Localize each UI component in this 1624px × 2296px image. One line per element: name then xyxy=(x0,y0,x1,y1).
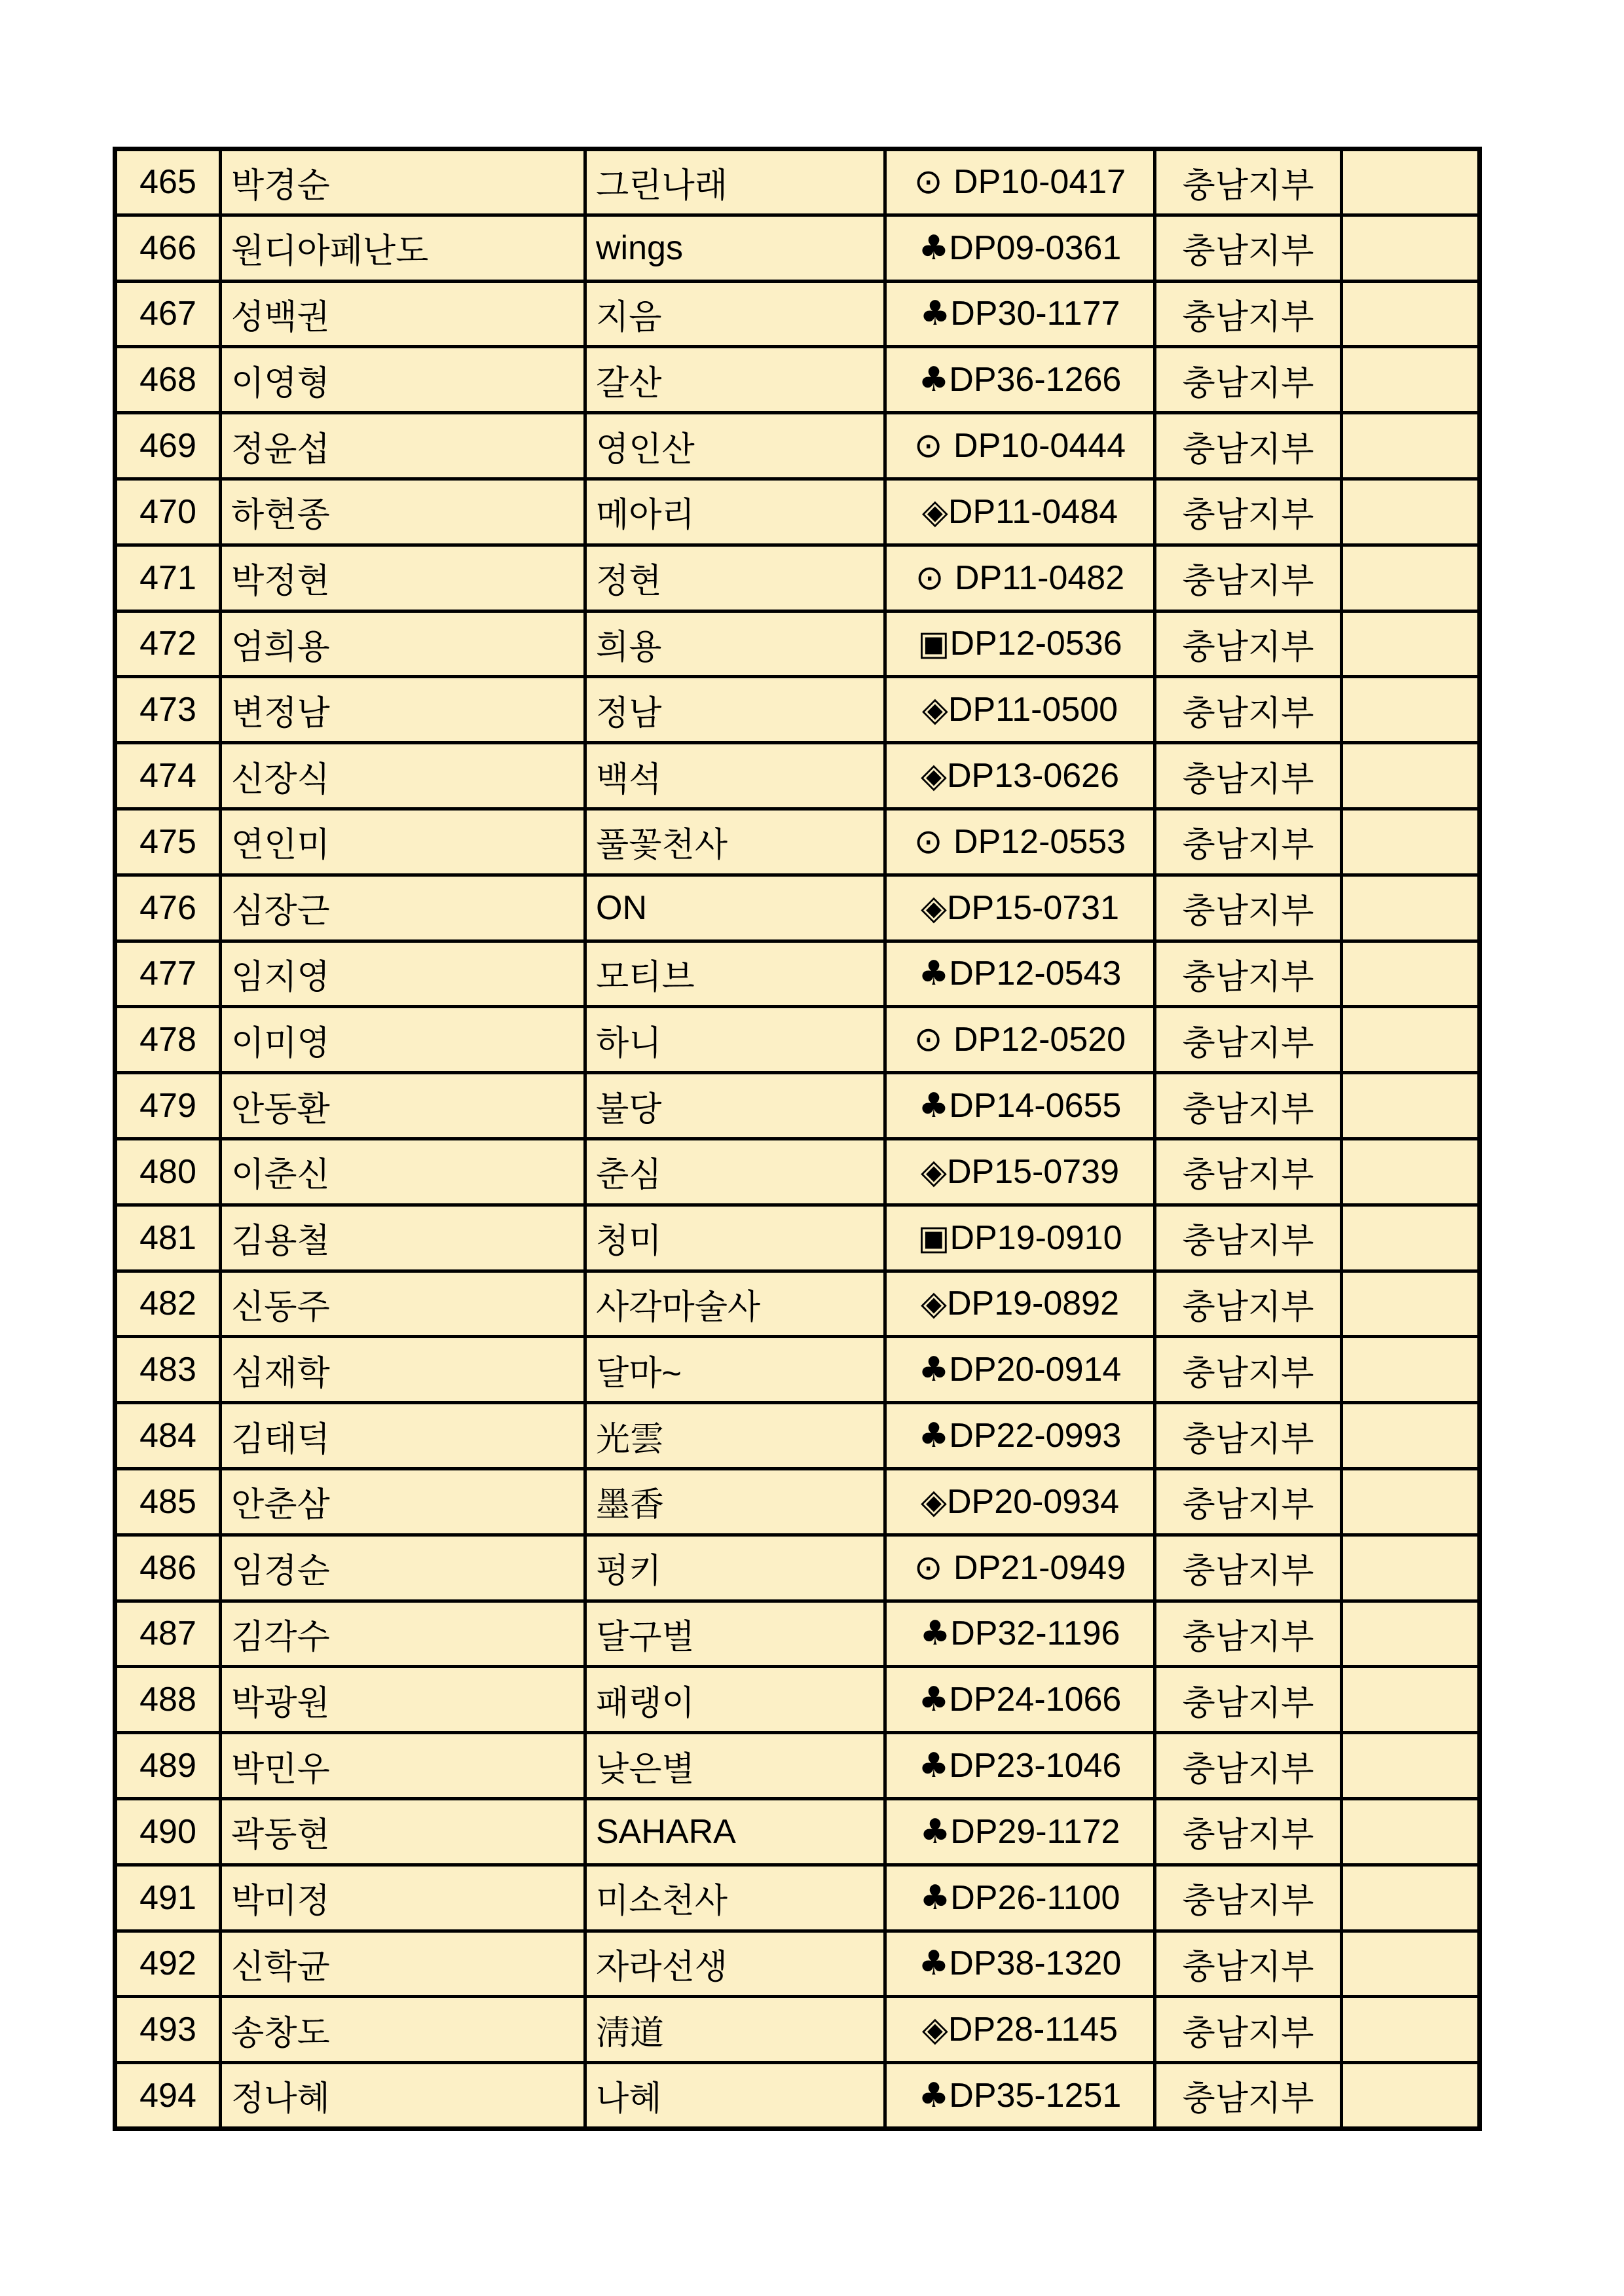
member-nickname-cell: 춘심 xyxy=(585,1139,885,1205)
branch-cell: 충남지부 xyxy=(1155,1403,1342,1469)
member-nickname-cell: 갈산 xyxy=(585,347,885,413)
member-name-cell: 안춘삼 xyxy=(221,1468,585,1535)
table-row xyxy=(115,1271,1480,1337)
membership-grade-symbol-icon: ◈ xyxy=(920,756,947,796)
membership-grade-symbol-icon: ▣ xyxy=(917,624,950,664)
member-code-text: DP20-0934 xyxy=(946,1482,1120,1521)
table-row xyxy=(115,479,1480,545)
table-row xyxy=(115,215,1480,281)
member-nickname-cell: 자라선생 xyxy=(585,1931,885,1997)
membership-grade-symbol-icon: ◈ xyxy=(921,492,948,532)
row-number-cell: 494 xyxy=(115,2063,221,2129)
branch-cell: 충남지부 xyxy=(1155,1535,1342,1601)
member-name-cell: 신장식 xyxy=(221,743,585,809)
membership-grade-symbol-icon: ♣ xyxy=(918,1746,950,1786)
member-code-text: DP36-1266 xyxy=(949,361,1122,399)
member-code-text: DP22-0993 xyxy=(949,1417,1122,1455)
member-code-cell xyxy=(885,1271,1155,1337)
membership-grade-symbol-icon: ♣ xyxy=(918,228,950,268)
member-nickname-cell: SAHARA xyxy=(585,1798,885,1865)
member-code-text: DP12-0536 xyxy=(950,625,1122,663)
table-row xyxy=(115,677,1480,743)
note-cell xyxy=(1342,1997,1480,2063)
membership-grade-symbol-icon: ♣ xyxy=(918,1680,950,1720)
branch-cell: 충남지부 xyxy=(1155,1931,1342,1997)
member-nickname-cell: wings xyxy=(585,215,885,281)
member-nickname-cell: 희용 xyxy=(585,611,885,677)
membership-grade-symbol-icon: ⊙ xyxy=(913,1020,954,1060)
membership-grade-symbol-icon: ⊙ xyxy=(915,558,955,598)
note-cell xyxy=(1342,743,1480,809)
membership-grade-symbol-icon: ♣ xyxy=(919,1614,951,1654)
member-name-cell: 하현종 xyxy=(221,479,585,545)
row-number-cell: 465 xyxy=(115,149,221,215)
branch-cell: 충남지부 xyxy=(1155,1205,1342,1271)
table-row xyxy=(115,1337,1480,1403)
table-row xyxy=(115,941,1480,1007)
table-row xyxy=(115,149,1480,215)
member-code-cell xyxy=(885,1535,1155,1601)
table-row xyxy=(115,809,1480,875)
row-number-cell: 466 xyxy=(115,215,221,281)
member-name-cell: 임지영 xyxy=(221,941,585,1007)
member-code-cell xyxy=(885,1073,1155,1139)
branch-cell: 충남지부 xyxy=(1155,1798,1342,1865)
member-code-cell xyxy=(885,1733,1155,1799)
member-nickname-cell: 정현 xyxy=(585,545,885,611)
branch-cell: 충남지부 xyxy=(1155,2063,1342,2129)
membership-grade-symbol-icon: ⊙ xyxy=(913,1548,954,1588)
membership-grade-symbol-icon: ◈ xyxy=(921,2010,948,2050)
row-number-cell: 478 xyxy=(115,1007,221,1073)
member-nickname-cell: 淸道 xyxy=(585,1997,885,2063)
member-nickname-cell: 달구벌 xyxy=(585,1601,885,1667)
note-cell xyxy=(1342,1667,1480,1733)
member-code-text: DP11-0482 xyxy=(954,558,1125,597)
table-row xyxy=(115,347,1480,413)
member-nickname-cell: 메아리 xyxy=(585,479,885,545)
member-name-cell: 이미영 xyxy=(221,1007,585,1073)
member-nickname-cell: 청미 xyxy=(585,1205,885,1271)
member-name-cell: 곽동현 xyxy=(221,1798,585,1865)
membership-grade-symbol-icon: ◈ xyxy=(920,1152,947,1192)
membership-grade-symbol-icon: ♣ xyxy=(918,2075,950,2115)
membership-grade-symbol-icon: ⊙ xyxy=(913,822,954,862)
row-number-cell: 476 xyxy=(115,875,221,941)
membership-grade-symbol-icon: ♣ xyxy=(918,954,950,994)
table-row xyxy=(115,875,1480,941)
member-name-cell: 성백권 xyxy=(221,281,585,347)
member-code-cell xyxy=(885,1205,1155,1271)
member-code-cell xyxy=(885,1007,1155,1073)
row-number-cell: 469 xyxy=(115,413,221,479)
membership-grade-symbol-icon: ♣ xyxy=(918,1944,950,1984)
member-code-text: DP14-0655 xyxy=(949,1087,1122,1125)
member-code-cell xyxy=(885,281,1155,347)
member-code-cell xyxy=(885,1337,1155,1403)
member-name-cell: 심장근 xyxy=(221,875,585,941)
member-code-text: DP35-1251 xyxy=(949,2076,1122,2115)
member-name-cell: 임경순 xyxy=(221,1535,585,1601)
member-nickname-cell: 지음 xyxy=(585,281,885,347)
note-cell xyxy=(1342,1798,1480,1865)
note-cell xyxy=(1342,1931,1480,1997)
member-roster-table xyxy=(113,147,1482,2131)
row-number-cell: 468 xyxy=(115,347,221,413)
member-code-cell xyxy=(885,1403,1155,1469)
table-row xyxy=(115,545,1480,611)
note-cell xyxy=(1342,611,1480,677)
member-code-text: DP12-0520 xyxy=(953,1021,1126,1059)
member-name-cell: 정윤섭 xyxy=(221,413,585,479)
table-row xyxy=(115,1865,1480,1931)
row-number-cell: 490 xyxy=(115,1798,221,1865)
member-code-text: DP10-0417 xyxy=(953,163,1126,202)
member-nickname-cell: 사각마술사 xyxy=(585,1271,885,1337)
member-nickname-cell: 펑키 xyxy=(585,1535,885,1601)
row-number-cell: 477 xyxy=(115,941,221,1007)
member-nickname-cell: 풀꽃천사 xyxy=(585,809,885,875)
member-code-cell xyxy=(885,1865,1155,1931)
row-number-cell: 482 xyxy=(115,1271,221,1337)
member-code-text: DP12-0553 xyxy=(953,822,1126,861)
member-code-text: DP13-0626 xyxy=(946,757,1120,795)
member-name-cell: 신학균 xyxy=(221,1931,585,1997)
member-code-cell xyxy=(885,1997,1155,2063)
branch-cell: 충남지부 xyxy=(1155,743,1342,809)
member-name-cell: 박경순 xyxy=(221,149,585,215)
membership-grade-symbol-icon: ◈ xyxy=(920,1284,947,1324)
note-cell xyxy=(1342,1601,1480,1667)
member-name-cell: 심재학 xyxy=(221,1337,585,1403)
member-code-text: DP11-0500 xyxy=(948,691,1118,729)
row-number-cell: 492 xyxy=(115,1931,221,1997)
membership-grade-symbol-icon: ♣ xyxy=(918,1086,950,1126)
member-nickname-cell: 墨香 xyxy=(585,1468,885,1535)
note-cell xyxy=(1342,2063,1480,2129)
member-nickname-cell: 낮은별 xyxy=(585,1733,885,1799)
member-code-cell xyxy=(885,1139,1155,1205)
member-name-cell: 엄희용 xyxy=(221,611,585,677)
member-code-cell xyxy=(885,1667,1155,1733)
note-cell xyxy=(1342,941,1480,1007)
branch-cell: 충남지부 xyxy=(1155,941,1342,1007)
branch-cell: 충남지부 xyxy=(1155,1733,1342,1799)
table-row xyxy=(115,1205,1480,1271)
member-code-cell xyxy=(885,809,1155,875)
branch-cell: 충남지부 xyxy=(1155,347,1342,413)
member-code-cell xyxy=(885,743,1155,809)
member-nickname-cell: 불당 xyxy=(585,1073,885,1139)
note-cell xyxy=(1342,677,1480,743)
membership-grade-symbol-icon: ♣ xyxy=(918,1350,950,1390)
note-cell xyxy=(1342,1007,1480,1073)
member-name-cell: 송창도 xyxy=(221,1997,585,2063)
member-nickname-cell: 하니 xyxy=(585,1007,885,1073)
branch-cell: 충남지부 xyxy=(1155,611,1342,677)
member-name-cell: 안동환 xyxy=(221,1073,585,1139)
member-name-cell: 박광원 xyxy=(221,1667,585,1733)
note-cell xyxy=(1342,1271,1480,1337)
branch-cell: 충남지부 xyxy=(1155,1139,1342,1205)
table-row xyxy=(115,1931,1480,1997)
member-code-cell xyxy=(885,215,1155,281)
note-cell xyxy=(1342,215,1480,281)
membership-grade-symbol-icon: ♣ xyxy=(919,1812,951,1851)
member-code-cell xyxy=(885,149,1155,215)
table-row xyxy=(115,281,1480,347)
row-number-cell: 484 xyxy=(115,1403,221,1469)
member-code-cell xyxy=(885,677,1155,743)
branch-cell: 충남지부 xyxy=(1155,1667,1342,1733)
table-row xyxy=(115,1798,1480,1865)
note-cell xyxy=(1342,875,1480,941)
note-cell xyxy=(1342,809,1480,875)
branch-cell: 충남지부 xyxy=(1155,1997,1342,2063)
table-row xyxy=(115,1139,1480,1205)
member-code-text: DP15-0739 xyxy=(946,1152,1120,1191)
note-cell xyxy=(1342,1139,1480,1205)
membership-grade-symbol-icon: ♣ xyxy=(919,294,951,334)
member-name-cell: 박정현 xyxy=(221,545,585,611)
membership-grade-symbol-icon: ⊙ xyxy=(913,162,954,202)
branch-cell: 충남지부 xyxy=(1155,413,1342,479)
membership-grade-symbol-icon: ⊙ xyxy=(913,426,954,466)
member-nickname-cell: 달마~ xyxy=(585,1337,885,1403)
member-name-cell: 박민우 xyxy=(221,1733,585,1799)
row-number-cell: 479 xyxy=(115,1073,221,1139)
member-code-cell xyxy=(885,1798,1155,1865)
branch-cell: 충남지부 xyxy=(1155,1865,1342,1931)
member-name-cell: 김각수 xyxy=(221,1601,585,1667)
member-code-text: DP21-0949 xyxy=(953,1548,1126,1587)
member-code-text: DP19-0892 xyxy=(946,1285,1120,1323)
note-cell xyxy=(1342,479,1480,545)
membership-grade-symbol-icon: ♣ xyxy=(919,1878,951,1918)
member-nickname-cell: 패랭이 xyxy=(585,1667,885,1733)
table-row xyxy=(115,1073,1480,1139)
membership-grade-symbol-icon: ♣ xyxy=(918,360,950,400)
branch-cell: 충남지부 xyxy=(1155,149,1342,215)
member-code-cell xyxy=(885,347,1155,413)
note-cell xyxy=(1342,1865,1480,1931)
member-name-cell: 변정남 xyxy=(221,677,585,743)
branch-cell: 충남지부 xyxy=(1155,1073,1342,1139)
row-number-cell: 471 xyxy=(115,545,221,611)
row-number-cell: 493 xyxy=(115,1997,221,2063)
member-nickname-cell: 모티브 xyxy=(585,941,885,1007)
table-row xyxy=(115,1997,1480,2063)
note-cell xyxy=(1342,347,1480,413)
table-row xyxy=(115,2063,1480,2129)
branch-cell: 충남지부 xyxy=(1155,215,1342,281)
note-cell xyxy=(1342,413,1480,479)
row-number-cell: 475 xyxy=(115,809,221,875)
member-code-cell xyxy=(885,413,1155,479)
member-nickname-cell: 나혜 xyxy=(585,2063,885,2129)
row-number-cell: 481 xyxy=(115,1205,221,1271)
note-cell xyxy=(1342,1733,1480,1799)
member-name-cell: 신동주 xyxy=(221,1271,585,1337)
member-code-text: DP12-0543 xyxy=(949,955,1122,993)
member-code-text: DP38-1320 xyxy=(949,1944,1122,1983)
member-name-cell: 박미정 xyxy=(221,1865,585,1931)
table-row xyxy=(115,413,1480,479)
member-name-cell: 정나혜 xyxy=(221,2063,585,2129)
row-number-cell: 470 xyxy=(115,479,221,545)
branch-cell: 충남지부 xyxy=(1155,1337,1342,1403)
branch-cell: 충남지부 xyxy=(1155,1271,1342,1337)
membership-grade-symbol-icon: ◈ xyxy=(921,690,948,730)
row-number-cell: 467 xyxy=(115,281,221,347)
row-number-cell: 489 xyxy=(115,1733,221,1799)
note-cell xyxy=(1342,545,1480,611)
row-number-cell: 487 xyxy=(115,1601,221,1667)
member-code-text: DP19-0910 xyxy=(950,1218,1122,1257)
table-row xyxy=(115,611,1480,677)
row-number-cell: 486 xyxy=(115,1535,221,1601)
member-code-cell xyxy=(885,545,1155,611)
member-nickname-cell: 光雲 xyxy=(585,1403,885,1469)
member-code-cell xyxy=(885,1468,1155,1535)
member-code-cell xyxy=(885,875,1155,941)
member-code-text: DP15-0731 xyxy=(946,888,1120,927)
member-nickname-cell: 미소천사 xyxy=(585,1865,885,1931)
member-code-text: DP28-1145 xyxy=(948,2011,1118,2049)
branch-cell: 충남지부 xyxy=(1155,479,1342,545)
branch-cell: 충남지부 xyxy=(1155,1468,1342,1535)
member-code-text: DP30-1177 xyxy=(950,295,1120,333)
branch-cell: 충남지부 xyxy=(1155,1601,1342,1667)
branch-cell: 충남지부 xyxy=(1155,545,1342,611)
note-cell xyxy=(1342,1403,1480,1469)
member-nickname-cell: 영인산 xyxy=(585,413,885,479)
row-number-cell: 491 xyxy=(115,1865,221,1931)
member-code-cell xyxy=(885,1601,1155,1667)
membership-grade-symbol-icon: ◈ xyxy=(920,888,947,928)
member-code-text: DP20-0914 xyxy=(949,1351,1122,1389)
note-cell xyxy=(1342,281,1480,347)
member-nickname-cell: 백석 xyxy=(585,743,885,809)
branch-cell: 충남지부 xyxy=(1155,677,1342,743)
branch-cell: 충남지부 xyxy=(1155,875,1342,941)
member-nickname-cell: ON xyxy=(585,875,885,941)
member-code-text: DP09-0361 xyxy=(949,228,1122,267)
table-row xyxy=(115,1007,1480,1073)
branch-cell: 충남지부 xyxy=(1155,809,1342,875)
member-code-text: DP10-0444 xyxy=(953,427,1126,465)
table-row xyxy=(115,1601,1480,1667)
roster-rows xyxy=(115,149,1480,2129)
branch-cell: 충남지부 xyxy=(1155,281,1342,347)
table-row xyxy=(115,1535,1480,1601)
row-number-cell: 483 xyxy=(115,1337,221,1403)
row-number-cell: 480 xyxy=(115,1139,221,1205)
row-number-cell: 488 xyxy=(115,1667,221,1733)
member-code-text: DP23-1046 xyxy=(949,1747,1122,1785)
member-name-cell: 원디아페난도 xyxy=(221,215,585,281)
row-number-cell: 472 xyxy=(115,611,221,677)
note-cell xyxy=(1342,1205,1480,1271)
member-nickname-cell: 그린나래 xyxy=(585,149,885,215)
member-code-cell xyxy=(885,2063,1155,2129)
table-row xyxy=(115,1468,1480,1535)
member-code-cell xyxy=(885,941,1155,1007)
note-cell xyxy=(1342,1073,1480,1139)
row-number-cell: 474 xyxy=(115,743,221,809)
member-code-text: DP32-1196 xyxy=(950,1614,1120,1653)
member-code-cell xyxy=(885,611,1155,677)
membership-grade-symbol-icon: ♣ xyxy=(918,1416,950,1456)
branch-cell: 충남지부 xyxy=(1155,1007,1342,1073)
table-row xyxy=(115,1403,1480,1469)
member-name-cell: 김태덕 xyxy=(221,1403,585,1469)
membership-grade-symbol-icon: ◈ xyxy=(920,1482,947,1522)
member-code-cell xyxy=(885,479,1155,545)
member-name-cell: 이춘신 xyxy=(221,1139,585,1205)
member-nickname-cell: 정남 xyxy=(585,677,885,743)
row-number-cell: 473 xyxy=(115,677,221,743)
table-row xyxy=(115,743,1480,809)
member-code-text: DP29-1172 xyxy=(950,1812,1120,1851)
membership-grade-symbol-icon: ▣ xyxy=(917,1218,950,1258)
note-cell xyxy=(1342,1337,1480,1403)
table-row xyxy=(115,1733,1480,1799)
row-number-cell: 485 xyxy=(115,1468,221,1535)
table-row xyxy=(115,1667,1480,1733)
member-code-text: DP26-1100 xyxy=(950,1878,1120,1917)
note-cell xyxy=(1342,149,1480,215)
member-code-cell xyxy=(885,1931,1155,1997)
note-cell xyxy=(1342,1468,1480,1535)
member-name-cell: 연인미 xyxy=(221,809,585,875)
member-code-text: DP11-0484 xyxy=(948,492,1118,531)
member-code-text: DP24-1066 xyxy=(949,1681,1122,1719)
note-cell xyxy=(1342,1535,1480,1601)
member-name-cell: 이영형 xyxy=(221,347,585,413)
member-name-cell: 김용철 xyxy=(221,1205,585,1271)
